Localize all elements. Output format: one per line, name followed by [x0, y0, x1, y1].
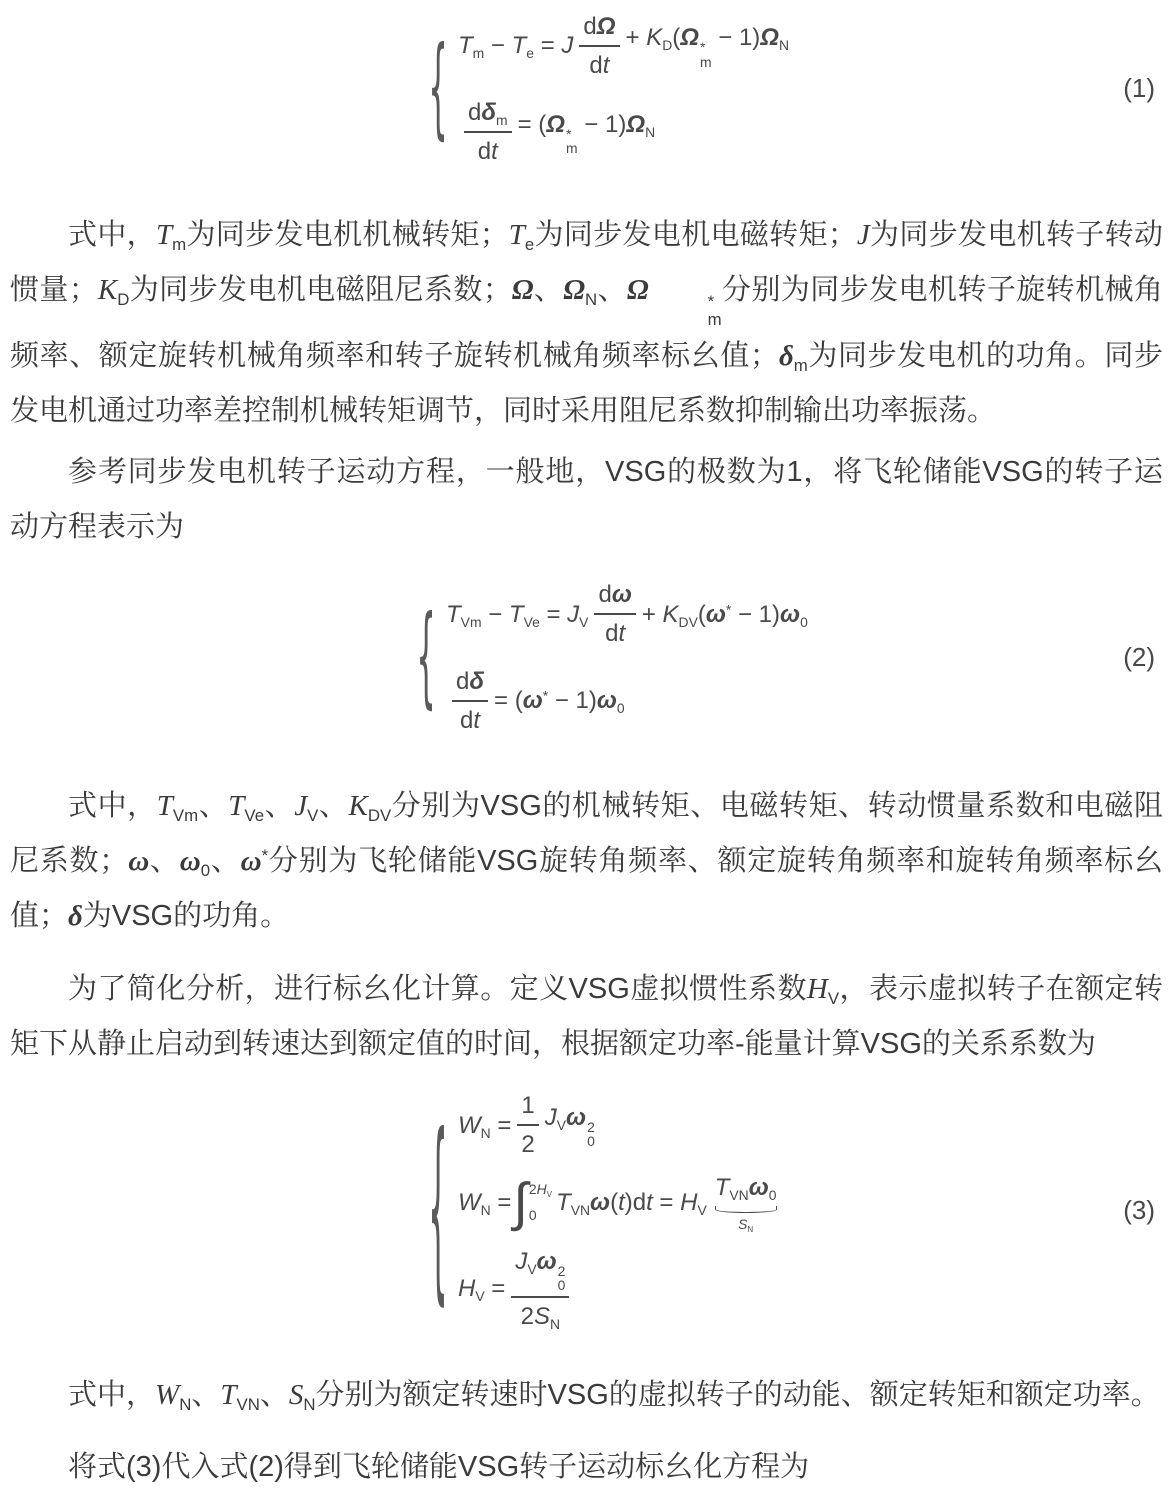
equation-1-row-2: [458, 97, 655, 167]
math-var: S: [288, 1379, 304, 1411]
fraction-numerator: [511, 1246, 569, 1298]
math-sub: Vm: [460, 613, 482, 630]
math-var: ω: [240, 845, 262, 877]
math-var: ω: [522, 687, 543, 715]
math-run: $H_V$ =: [458, 1275, 506, 1304]
fraction: [464, 97, 512, 167]
underbrace-group: [715, 1172, 777, 1233]
math-var: Ω: [760, 24, 780, 52]
math-var: t: [618, 1189, 625, 1217]
equation-3-body: [424, 1092, 1171, 1332]
math-var: T: [220, 1379, 237, 1411]
left-brace-icon: {: [428, 25, 448, 153]
math-var: H: [458, 1275, 476, 1303]
fraction-numerator: dδ: [452, 666, 488, 702]
math-sub: V: [697, 1202, 707, 1219]
math-sub: V: [827, 988, 840, 1008]
paragraph-2: 参考同步发电机转子运动方程，一般地，VSG的极数为1，将飞轮储能VSG的转子运动方程表示为: [10, 456, 1163, 543]
math-run: $T_{Vm} - T_{Ve} = J_V$: [446, 600, 589, 630]
math-sup: *: [542, 687, 549, 704]
math-run: $W_N$ =: [458, 1111, 512, 1141]
equation-3: [0, 1092, 1171, 1332]
fraction-denominator: $2S_N$: [520, 1302, 561, 1332]
math-var: S: [738, 1215, 748, 1232]
equation-2-row-1: [446, 579, 808, 649]
math-var: K: [662, 600, 679, 628]
integral-symbol: ∫: [513, 1172, 528, 1232]
math-var: T: [511, 32, 527, 60]
math-var: ω: [596, 687, 617, 715]
math-sub: 0: [768, 1187, 777, 1204]
math-var: δ: [469, 667, 485, 695]
equation-1-lines: [458, 11, 789, 168]
paragraph-6: 将式(3)代入式(2)得到飞轮储能VSG转子运动标幺化方程为: [68, 1451, 810, 1483]
math-var: δ: [68, 900, 83, 932]
integral-lower-limit: 0: [528, 1207, 537, 1224]
equation-3-lines: [458, 1090, 777, 1332]
math-sub: N: [645, 123, 656, 140]
math-var: T: [156, 790, 173, 822]
underbrace-icon: [715, 1206, 777, 1213]
math-var: K: [97, 274, 118, 306]
math-run: + $K_{DV}(\omega^* - 1)\omega_0$: [641, 600, 808, 630]
math-sub: N: [480, 1202, 491, 1219]
math-sub: m: [472, 45, 485, 62]
math-supsub: 2 0: [557, 1262, 566, 1294]
math-sub: V: [307, 805, 319, 825]
math-sub: V: [475, 1287, 485, 1304]
math-sub: VN: [729, 1187, 749, 1204]
math-sub: N: [584, 289, 598, 309]
fraction: [594, 579, 635, 649]
left-brace-icon: {: [428, 1095, 448, 1326]
underbrace-expression: [715, 1172, 777, 1203]
math-sub: VN: [236, 1394, 260, 1414]
equation-2-row-2: [446, 666, 625, 736]
math-sub: V: [579, 613, 589, 630]
equation-3-number: (3): [1123, 1195, 1155, 1226]
paragraph-4: 为了简化分析，进行标幺化计算。定义VSG虚拟惯性系数$H_V$，表示虚拟转子在额定转矩下从静止启动到转速达到额定值的时间，根据额定功率-能量计算VSG的关系系数为: [10, 973, 1163, 1060]
equation-1-number: (1): [1123, 73, 1155, 104]
math-var: T: [228, 790, 245, 822]
math-run: $T_m - T_e = J$: [458, 32, 574, 62]
equation-2-number: (2): [1123, 641, 1155, 672]
math-var: T: [446, 600, 461, 628]
math-sub: N: [747, 1224, 754, 1234]
math-var: T: [714, 1174, 730, 1202]
math-var: t: [491, 138, 498, 166]
math-var: Ω: [511, 274, 534, 306]
equation-2-lines: [446, 579, 808, 736]
math-var: J: [515, 1247, 528, 1275]
math-sub: D: [662, 37, 673, 54]
math-sub: Vm: [172, 805, 199, 825]
paragraph-3: 式中，$T_{Vm}$、$T_{Ve}$、$J_V$、$K_{DV}$分别为VSG的机械转矩、电磁转矩、转动惯量系数和电磁阻尼系数；ω、$\omega_0$、ω*分别为飞轮储能VSG旋转角频率、额定旋转角频率和旋转角频率标幺值；δ为VSG的功角。: [10, 790, 1163, 932]
math-run: + $K_D(\Omega$ * m − $1)\Omega_N$: [625, 24, 790, 70]
math-sub: N: [480, 1124, 491, 1141]
math-var: H: [536, 1180, 547, 1197]
equation-1-row-1: [458, 11, 789, 81]
math-var: Ω: [626, 110, 646, 138]
fraction: [517, 1090, 538, 1160]
math-var: ω: [179, 845, 201, 877]
math-var: W: [458, 1111, 481, 1139]
math-sub: VN: [570, 1202, 591, 1219]
math-sup: *: [261, 845, 269, 865]
math-sub: V: [546, 1189, 553, 1199]
math-var: T: [556, 1189, 571, 1217]
math-sub: m: [496, 111, 508, 128]
math-var: W: [155, 1379, 180, 1411]
math-var: δ: [481, 99, 497, 126]
math-sub: DV: [678, 613, 698, 630]
paragraph-5: 式中，$W_N$、$T_{VN}$、$S_N$分别为额定转速时VSG的虚拟转子的动能、额定转矩和额定功率。: [68, 1379, 1160, 1414]
math-var: ω: [566, 1103, 587, 1131]
integral-upper-limit: $2H_V$: [528, 1180, 553, 1199]
math-sup: *: [725, 601, 732, 618]
math-run: = $(\omega^* - 1)\omega_0$: [494, 687, 625, 716]
math-sub: V: [527, 1260, 537, 1277]
math-var: δ: [778, 339, 794, 372]
math-var: K: [646, 24, 663, 52]
math-var: t: [646, 1189, 653, 1217]
math-var: ω: [536, 1247, 557, 1275]
integral-limits: [528, 1178, 552, 1229]
fraction: [452, 666, 488, 736]
math-run: [545, 1102, 595, 1149]
math-var: T: [155, 219, 173, 251]
fraction-denominator: dt: [477, 138, 498, 166]
math-sub: V: [556, 1116, 567, 1133]
math-var: T: [508, 600, 524, 628]
fraction-denominator: dt: [605, 620, 626, 648]
math-var: ω: [590, 1189, 611, 1217]
math-var: Ω: [596, 12, 616, 40]
math-var: J: [561, 32, 574, 60]
math-supsub: * m: [566, 125, 578, 157]
integral: [513, 1172, 553, 1232]
math-run: $T_{VN}\omega(t)dt = H_V$: [556, 1189, 707, 1219]
left-brace-icon: {: [416, 593, 436, 722]
math-sub: m: [172, 234, 187, 254]
math-var: H: [806, 973, 828, 1005]
math-run: = (Ω * m − $1)\Omega_N$: [517, 110, 656, 157]
math-var: Ω: [626, 274, 649, 306]
math-sub: N: [179, 1394, 192, 1414]
math-var: H: [680, 1189, 698, 1217]
math-sub: 0: [800, 613, 808, 630]
equation-3-row-3: [458, 1246, 575, 1332]
math-var: J: [544, 1103, 557, 1131]
math-sub: e: [526, 45, 535, 62]
math-sub: 0: [200, 860, 211, 880]
math-var: J: [567, 600, 580, 628]
math-sub: N: [779, 37, 790, 54]
math-sub: e: [524, 234, 535, 254]
math-var: K: [348, 790, 368, 822]
fraction-numerator: $d\delta_m$: [464, 97, 512, 133]
fraction-numerator: dω: [594, 579, 635, 615]
math-sub: N: [303, 1394, 316, 1414]
math-supsub: 2 0: [587, 1118, 595, 1150]
math-supsub: * m: [707, 292, 722, 330]
fraction: [579, 11, 619, 81]
math-var: t: [602, 51, 610, 79]
math-var: t: [473, 706, 481, 734]
fraction-denominator: 2: [521, 1131, 535, 1159]
math-sub: 0: [616, 699, 625, 716]
math-sub: DV: [367, 805, 392, 825]
math-var: Ω: [680, 24, 699, 52]
equation-3-row-2: [458, 1172, 777, 1233]
math-var: ω: [780, 600, 801, 628]
math-sub: D: [117, 289, 130, 309]
math-var: t: [618, 620, 626, 648]
math-var: T: [458, 32, 473, 60]
fraction-numerator: dΩ: [579, 11, 619, 47]
math-var: ω: [705, 600, 726, 628]
fraction: [511, 1246, 569, 1332]
math-var: ω: [611, 581, 632, 609]
math-supsub: * m: [700, 39, 712, 70]
math-sub: N: [550, 1315, 561, 1332]
math-var: W: [458, 1189, 481, 1217]
math-sub: Ve: [244, 805, 265, 825]
fraction-numerator: 1: [517, 1090, 538, 1126]
math-sub: Ve: [523, 613, 540, 630]
math-run: $W_N$ =: [458, 1189, 512, 1219]
math-var: J: [294, 790, 308, 822]
math-var: ω: [128, 845, 150, 877]
math-var: T: [508, 219, 525, 251]
fraction-denominator: dt: [459, 706, 481, 734]
fraction-denominator: dt: [589, 51, 610, 79]
math-var: J: [856, 219, 870, 251]
underbrace-label: [738, 1215, 753, 1234]
math-var: Ω: [563, 274, 585, 306]
math-var: Ω: [546, 110, 566, 138]
math-var: ω: [748, 1174, 769, 1202]
equation-3-row-1: [458, 1090, 595, 1160]
math-sub: m: [793, 355, 808, 375]
paragraph-1: 式中，$T_m$为同步发电机机械转矩；$T_e$为同步发电机电磁转矩；J为同步发电机转子转动惯量；$K_D$为同步发电机电磁阻尼系数；Ω、$\Omega_N$、Ω * m 分别为同步发电机转子旋转机械角频率、额定旋转机械角频率和转子旋转机械角频率标幺值；$\delta_m$为同步发电机的功角。同步发电机通过功率差控制机械转矩调节，同时采用阻尼系数抑制输出功率振荡。: [10, 219, 1163, 427]
math-var: S: [533, 1302, 550, 1330]
